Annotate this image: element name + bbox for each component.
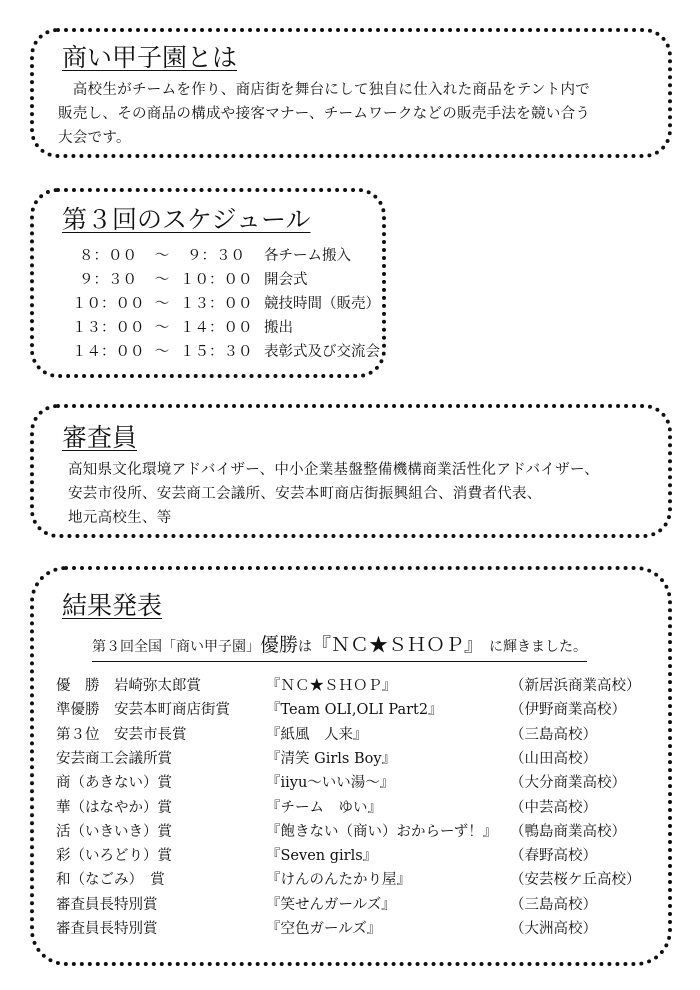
result-school: （春野高校） [510, 848, 597, 865]
schedule-start: ９：３０ [79, 272, 137, 288]
result-school: （伊野商業高校） [510, 702, 626, 719]
about-line: 大会です。 [58, 130, 131, 146]
schedule-tilde: ～ [154, 296, 170, 312]
winner-announcement [92, 632, 587, 662]
result-school: （山田高校） [510, 750, 597, 767]
result-award: 活（いきいき）賞 [56, 823, 172, 840]
schedule-tilde: ～ [154, 248, 170, 264]
result-award: 商（あきない）賞 [56, 775, 172, 792]
schedule-end: １５：３０ [180, 344, 253, 360]
announce-suffix: に輝きました。 [489, 639, 588, 655]
result-award: 彩（いろどり）賞 [56, 848, 172, 865]
result-team: 『iiyu～いい湯～』 [266, 775, 395, 792]
result-school: （三島高校） [510, 726, 597, 743]
result-award: 華（はなやか）賞 [56, 799, 172, 816]
result-school: （安芸桜ケ丘高校） [510, 872, 641, 889]
result-award: 審査員長特別賞 [56, 896, 158, 913]
result-school: （鴨島商業高校） [510, 823, 626, 840]
schedule-start: １０：００ [72, 296, 145, 312]
result-school: （大分商業高校） [510, 775, 626, 792]
results-title: 結果発表 [62, 591, 163, 620]
judges-line: 安芸市役所、安芸商工会議所、安芸本町商店街振興組合、消費者代表、 [68, 486, 542, 502]
result-school: （中芸高校） [510, 799, 597, 816]
result-team: 『Seven girls』 [266, 848, 378, 865]
schedule-event: 搬出 [264, 320, 293, 336]
schedule-tilde: ～ [154, 320, 170, 336]
result-award: 優 勝 岩崎弥太郎賞 [56, 678, 201, 694]
judges-title: 審査員 [62, 423, 138, 452]
schedule-end: １３：００ [180, 296, 253, 312]
result-team: 『笑せんガールズ』 [266, 896, 396, 913]
result-team: 『ＮＣ★ＳＨＯＰ』 [266, 678, 397, 694]
result-team: 『チーム ゆい』 [266, 799, 382, 816]
result-school: （大洲高校） [510, 921, 597, 937]
schedule-end: １４：００ [180, 320, 253, 336]
result-team: 『けんのんたかり屋』 [266, 872, 411, 889]
about-line: 販売し、その商品の構成や接客マナー、チームワークなどの販売手法を競い合う [58, 106, 591, 122]
result-team: 『飽きない（商い）おからーず！』 [266, 823, 498, 840]
announce-win: 優勝 [260, 634, 299, 656]
result-award: 安芸商工会議所賞 [56, 750, 172, 767]
result-team: 『Team OLI,OLI Part2』 [266, 702, 443, 719]
judges-text [68, 458, 668, 530]
schedule-end: ９：３０ [187, 248, 245, 264]
schedule-title: 第３回のスケジュール [62, 205, 311, 234]
schedule-event: 開会式 [264, 272, 308, 288]
schedule-event: 表彰式及び交流会 [264, 344, 380, 360]
schedule-end: １０：００ [180, 272, 253, 288]
judges-line: 高知県文化環境アドバイザー、中小企業基盤整備機構商業活性化アドバイザー、 [68, 462, 600, 478]
result-team: 『清笑 Girls Boy』 [266, 750, 397, 767]
announce-prefix: 第３回全国「商い甲子園」 [92, 639, 260, 655]
schedule-start: １４：００ [72, 344, 145, 360]
result-award: 和（なごみ） 賞 [56, 872, 165, 889]
result-award: 審査員長特別賞 [56, 921, 158, 937]
about-title: 商い甲子園とは [62, 43, 238, 72]
about-line: 高校生がチームを作り、商店街を舞台にして独自に仕入れた商品をテント内で [58, 82, 591, 98]
judges-line: 地元高校生、等 [68, 510, 172, 526]
schedule-event: 各チーム搬入 [264, 248, 351, 264]
about-text [58, 78, 658, 150]
result-school: （新居浜商業高校） [510, 678, 641, 694]
result-award: 第３位 安芸市長賞 [56, 726, 187, 743]
schedule-event: 競技時間（販売） [264, 296, 380, 312]
announce-ha: は [298, 639, 313, 655]
announce-team: 『ＮＣ★ＳＨＯＰ』 [312, 634, 484, 656]
result-team: 『紙風 人来』 [266, 726, 368, 743]
result-school: （三島高校） [510, 896, 597, 913]
schedule-start: １３：００ [72, 320, 145, 336]
schedule-tilde: ～ [154, 344, 170, 360]
result-team: 『空色ガールズ』 [266, 921, 382, 937]
schedule-start: ８：００ [79, 248, 137, 264]
result-award: 準優勝 安芸本町商店街賞 [56, 702, 230, 719]
schedule-tilde: ～ [154, 272, 170, 288]
